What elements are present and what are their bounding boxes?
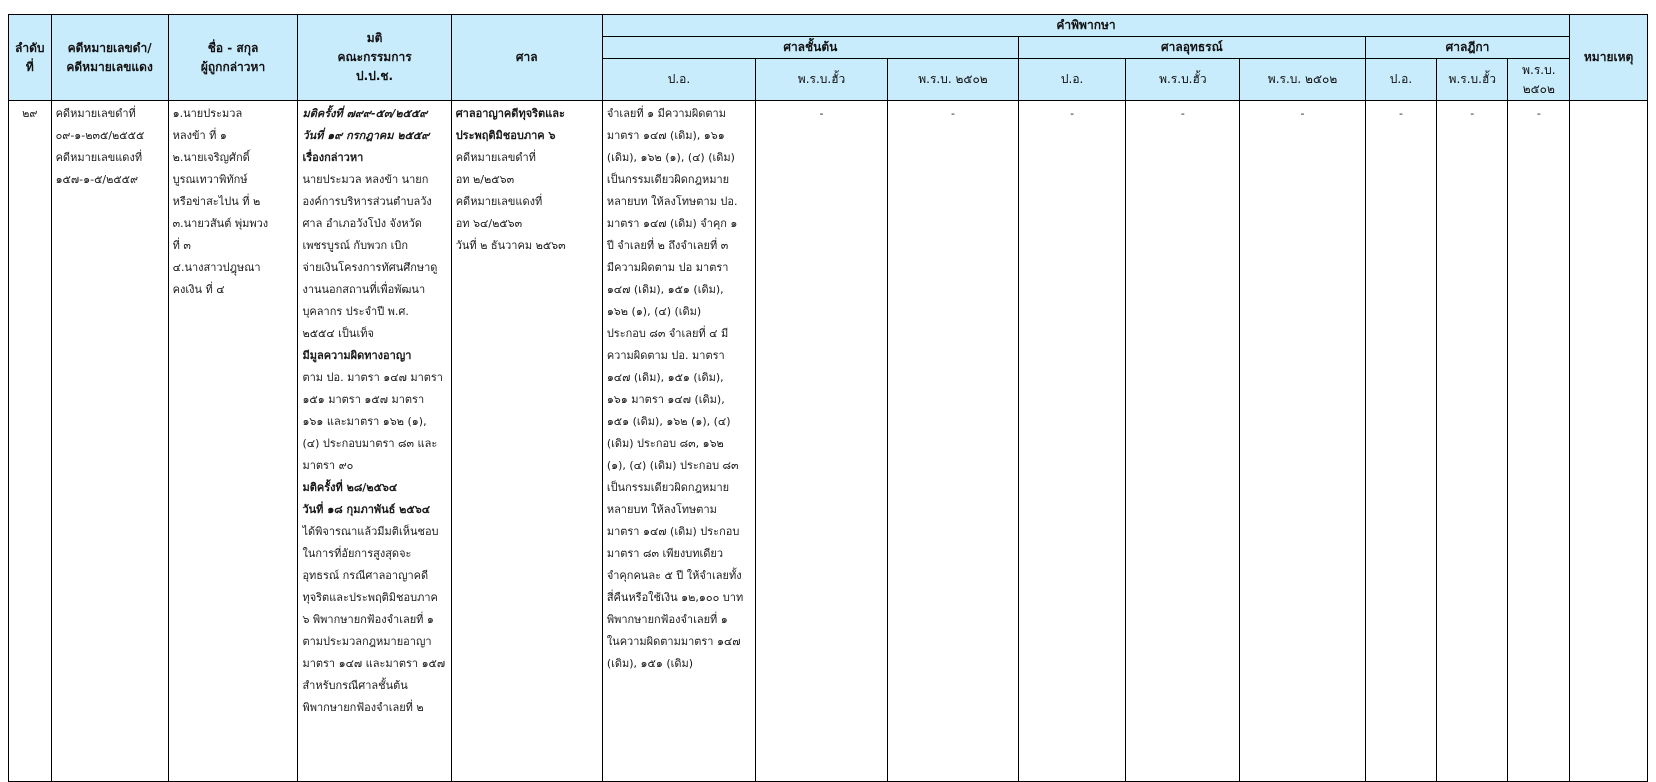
cell-text-line: ๔.นางสาวปฎุษณา bbox=[172, 261, 261, 274]
cell-text-line: คดีหมายเลขแดงที่ bbox=[455, 195, 543, 208]
cell-first-po bbox=[602, 101, 755, 782]
header-court-first: ศาลชั้นต้น bbox=[602, 37, 1018, 59]
cell-text-line: มีมูลความผิดทางอาญา bbox=[302, 349, 412, 362]
cell-text-line: ๑๖๒ (๑), (๔) (เดิม) bbox=[606, 305, 702, 318]
cell-text-line: นายประมวล หลงข้า นายก bbox=[302, 173, 429, 186]
cell-text-line: สำหรับกรณีศาลชั้นต้น bbox=[302, 679, 408, 692]
cell-text-line: (๑), (๔) (เดิม) ประกอบ ๘๓ bbox=[606, 459, 739, 472]
cell-text-line: อุทธรณ์ กรณีศาลอาญาคดี bbox=[302, 569, 429, 582]
cell-text-line: ๑๔๗ (เดิม), ๑๕๑ (เดิม), bbox=[606, 371, 724, 384]
cell-appeal-prb-hua: - bbox=[1126, 101, 1240, 782]
cell-text-line: องค์การบริหารส่วนตำบลวัง bbox=[302, 195, 432, 208]
cell-text-line: (เดิม) ประกอบ ๘๓, ๑๖๒ bbox=[606, 437, 724, 450]
cell-text-line: ปี จำเลยที่ ๒ ถึงจำเลยที่ ๓ bbox=[606, 239, 729, 252]
header-first-prb-hua: พ.ร.บ.ฮั้ว bbox=[756, 59, 888, 101]
header-supreme-prb-hua: พ.ร.บ.ฮั้ว bbox=[1437, 59, 1508, 101]
cell-text-line: คงเงิน ที่ ๔ bbox=[172, 283, 225, 296]
cell-remark bbox=[1570, 101, 1648, 782]
cell-text-line: บูรณเทวาพิทักษ์ bbox=[172, 173, 248, 186]
cell-text-line: ทุจริตและประพฤติมิชอบภาค bbox=[302, 591, 438, 604]
header-case-number: คดีหมายเลขดำ/ คดีหมายเลขแดง bbox=[51, 15, 168, 101]
cell-text-line: (เดิม), ๑๕๑ (เดิม) bbox=[606, 657, 694, 670]
cell-text-line: มาตรา ๙๐ bbox=[302, 459, 354, 472]
header-court-supreme: ศาลฎีกา bbox=[1365, 37, 1569, 59]
cell-text-line: หรือข่าสะไปน ที่ ๒ bbox=[172, 195, 261, 208]
header-remark: หมายเหตุ bbox=[1570, 15, 1648, 101]
cell-text-line: มติครั้งที่ ๗๙๙-๕๓/๒๕๕๙ bbox=[302, 107, 428, 120]
cell-text-line: เรื่องกล่าวหา bbox=[302, 151, 364, 164]
cell-text-line: หลงข้า ที่ ๑ bbox=[172, 129, 227, 142]
cell-text-line: มาตรา ๑๔๗ (เดิม), ๑๖๑ bbox=[606, 129, 725, 142]
header-court: ศาล bbox=[451, 15, 602, 101]
cell-text-line: (เดิม), ๑๖๒ (๑), (๔) (เดิม) bbox=[606, 151, 735, 164]
cell-text-line: จำคุกคนละ ๕ ปี ให้จำเลยทั้ง bbox=[606, 569, 742, 582]
header-judgment: คำพิพากษา bbox=[602, 15, 1569, 37]
cell-text-line: มาตรา ๑๔๗ (เดิม) จำคุก ๑ bbox=[606, 217, 738, 230]
cell-text-line: วันที่ ๑๙ กรกฎาคม ๒๕๕๙ bbox=[302, 129, 430, 142]
cell-text-line: ศาลอาญาคดีทุจริตและ bbox=[455, 107, 565, 120]
cell-text-line: ความผิดตาม ปอ. มาตรา bbox=[606, 349, 725, 362]
cell-text-line: ๒.นายเจริญศักดิ์ bbox=[172, 151, 250, 164]
cell-order: ๒๙ bbox=[9, 101, 52, 782]
cell-text-line: ที่ ๓ bbox=[172, 239, 191, 252]
cell-text-line: ในการที่อัยการสูงสุดจะ bbox=[302, 547, 412, 560]
cell-text-line: มติครั้งที่ ๒๘/๒๕๖๔ bbox=[302, 481, 398, 494]
header-supreme-prb-2502: พ.ร.บ. ๒๕๐๒ bbox=[1508, 59, 1570, 101]
cell-text-line: มาตรา ๑๔๗ และมาตรา ๑๕๗ bbox=[302, 657, 446, 670]
cell-text-line: ๑๔๗ (เดิม), ๑๕๑ (เดิม), bbox=[606, 283, 724, 296]
cell-text-line: พิพากษายกฟ้องจำเลยที่ ๒ bbox=[302, 701, 424, 714]
header-appeal-prb-hua: พ.ร.บ.ฮั้ว bbox=[1126, 59, 1240, 101]
cell-text-line: พิพากษายกฟ้องจำเลยที่ ๑ bbox=[606, 613, 728, 626]
header-court-appeal: ศาลอุทธรณ์ bbox=[1018, 37, 1365, 59]
header-order: ลำดับ ที่ bbox=[9, 15, 52, 101]
cell-text-line: ตาม ปอ. มาตรา ๑๔๗ มาตรา bbox=[302, 371, 443, 384]
cell-text-line: คดีหมายเลขแดงที่ bbox=[55, 151, 143, 164]
header-first-prb-2502: พ.ร.บ. ๒๕๐๒ bbox=[888, 59, 1019, 101]
cell-supreme-prb-hua: - bbox=[1437, 101, 1508, 782]
cell-text-line: หลายบท ให้ลงโทษตาม ปอ. bbox=[606, 195, 738, 208]
cell-appeal-po: - bbox=[1018, 101, 1125, 782]
cell-text-line: ประพฤติมิชอบภาค ๖ bbox=[455, 129, 556, 142]
cell-text-line: คดีหมายเลขดำที่ bbox=[455, 151, 536, 164]
cell-supreme-po: - bbox=[1365, 101, 1436, 782]
header-first-po: ป.อ. bbox=[602, 59, 755, 101]
cell-appeal-prb-2502: - bbox=[1240, 101, 1366, 782]
cell-first-prb-hua: - bbox=[756, 101, 888, 782]
cell-text-line: ได้พิจารณาแล้วมีมติเห็นชอบ bbox=[302, 525, 439, 538]
cell-text-line: วันที่ ๑๘ กุมภาพันธ์ ๒๕๖๔ bbox=[302, 503, 431, 516]
cell-text-line: ๑๕๑ (เดิม), ๑๖๒ (๑), (๔) bbox=[606, 415, 731, 428]
cell-text-line: ๑๖๑ มาตรา ๑๔๗ (เดิม), bbox=[606, 393, 725, 406]
cell-text-line: จ่ายเงินโครงการทัศนศึกษาดู bbox=[302, 261, 438, 274]
cell-text-line: จำเลยที่ ๑ มีความผิดตาม bbox=[606, 107, 726, 120]
cell-court bbox=[451, 101, 602, 782]
cell-text-line: (๔) ประกอบมาตรา ๘๓ และ bbox=[302, 437, 438, 450]
cell-supreme-prb-2502: - bbox=[1508, 101, 1570, 782]
cell-text-line: ตามประมวลกฎหมายอาญา bbox=[302, 635, 432, 648]
cell-text-line: งานนอกสถานที่เพื่อพัฒนา bbox=[302, 283, 426, 296]
cell-case-number bbox=[51, 101, 168, 782]
header-appeal-prb-2502: พ.ร.บ. ๒๕๐๒ bbox=[1240, 59, 1366, 101]
cell-text-line: คดีหมายเลขดำที่ bbox=[55, 107, 136, 120]
cell-text-line: ๐๙-๑-๒๓๕/๒๕๕๕ bbox=[55, 129, 145, 142]
cell-text-line: วันที่ ๒ ธันวาคม ๒๕๖๓ bbox=[455, 239, 566, 252]
cell-resolution bbox=[298, 101, 451, 782]
cell-text-line: เพชรบูรณ์ กับพวก เบิก bbox=[302, 239, 409, 252]
cell-text-line: ๑๕๑ มาตรา ๑๕๗ มาตรา bbox=[302, 393, 425, 406]
cell-text-line: ๓.นายวสันต์ พุ่มพวง bbox=[172, 217, 269, 230]
header-appeal-po: ป.อ. bbox=[1018, 59, 1125, 101]
table-row bbox=[9, 101, 1648, 782]
cell-text-line: มาตรา ๘๓ เพียงบทเดียว bbox=[606, 547, 724, 560]
cell-text-line: บุคลากร ประจำปี พ.ศ. bbox=[302, 305, 409, 318]
header-accused: ชื่อ - สกุล ผู้ถูกกล่าวหา bbox=[168, 15, 298, 101]
cell-text-line: เป็นกรรมเดียวผิดกฎหมาย bbox=[606, 173, 730, 186]
cell-text-line: ๒๕๕๔ เป็นเท็จ bbox=[302, 327, 374, 340]
cell-text-line: ประกอบ ๘๓ จำเลยที่ ๔ มี bbox=[606, 327, 729, 340]
cell-first-prb-2502: - bbox=[888, 101, 1019, 782]
cell-text-line: ศาล อำเภอวังโป่ง จังหวัด bbox=[302, 217, 422, 230]
cell-text-line: หลายบท ให้ลงโทษตาม bbox=[606, 503, 717, 516]
cell-text-line: อท ๖๔/๒๕๖๓ bbox=[455, 217, 523, 230]
cell-accused bbox=[168, 101, 298, 782]
cell-text-line: เป็นกรรมเดียวผิดกฎหมาย bbox=[606, 481, 730, 494]
header-resolution: มติ คณะกรรมการ ป.ป.ช. bbox=[298, 15, 451, 101]
cell-text-line: มาตรา ๑๔๗ (เดิม) ประกอบ bbox=[606, 525, 740, 538]
cell-text-line: ๖ พิพากษายกฟ้องจำเลยที่ ๑ bbox=[302, 613, 434, 626]
cell-text-line: มีความผิดตาม ปอ มาตรา bbox=[606, 261, 729, 274]
case-table bbox=[8, 14, 1648, 782]
cell-text-line: ๑๕๗-๑-๕/๒๕๕๙ bbox=[55, 173, 139, 186]
cell-text-line: อท ๒/๒๕๖๓ bbox=[455, 173, 515, 186]
header-supreme-po: ป.อ. bbox=[1365, 59, 1436, 101]
cell-text-line: ในความผิดตามมาตรา ๑๔๗ bbox=[606, 635, 741, 648]
cell-text-line: ๑๖๑ และมาตรา ๑๖๒ (๑), bbox=[302, 415, 427, 428]
cell-text-line: สี่คืนหรือใช้เงิน ๑๒,๑๐๐ บาท bbox=[606, 591, 744, 604]
cell-text-line: ๑.นายประมวล bbox=[172, 107, 243, 120]
